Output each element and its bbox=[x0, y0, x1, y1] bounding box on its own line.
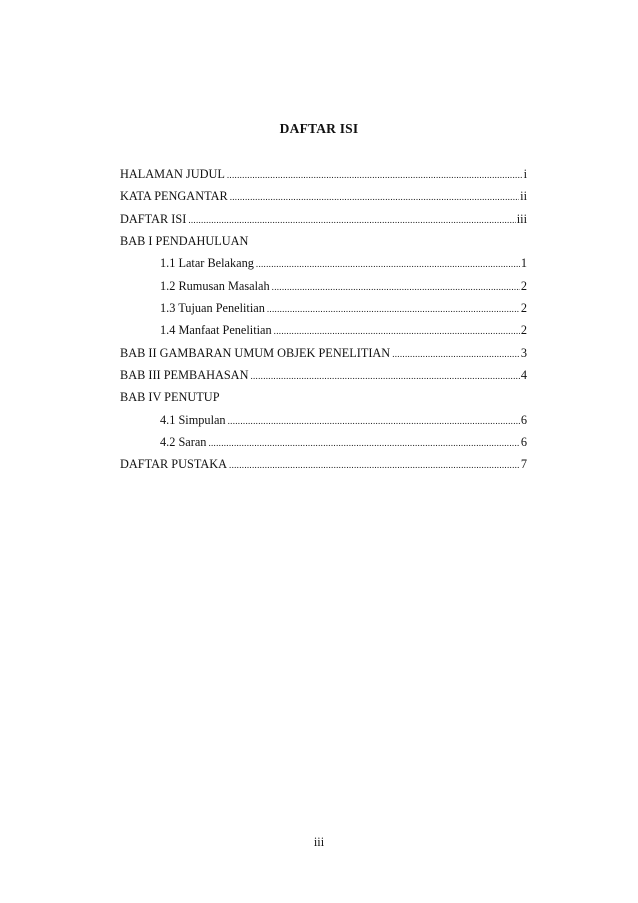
toc-leader-dots bbox=[267, 298, 520, 320]
toc-leader-dots bbox=[392, 343, 520, 365]
page-title: DAFTAR ISI bbox=[279, 121, 359, 136]
toc-entry[interactable] bbox=[120, 319, 527, 341]
toc-entry-page: 1 bbox=[520, 256, 527, 271]
toc-entry[interactable] bbox=[120, 275, 527, 297]
toc-leader-dots bbox=[228, 410, 520, 432]
toc-entry-page: 6 bbox=[520, 412, 527, 427]
toc-entry-page: iii bbox=[516, 211, 527, 226]
toc-entry-page: 4 bbox=[520, 368, 527, 383]
toc-leader-dots bbox=[227, 164, 523, 186]
toc-entry-label: 1.2 Rumusan Masalah bbox=[160, 278, 270, 293]
toc-entry[interactable] bbox=[120, 297, 527, 319]
toc-entry-page: 2 bbox=[520, 301, 527, 316]
toc-entry-page: 7 bbox=[520, 457, 527, 472]
toc-entry[interactable] bbox=[120, 431, 527, 453]
toc-entry[interactable] bbox=[120, 342, 527, 364]
toc-entry[interactable] bbox=[120, 208, 527, 230]
toc-entry[interactable] bbox=[120, 185, 527, 207]
toc-entry-label: HALAMAN JUDUL bbox=[120, 167, 225, 181]
toc-entry[interactable] bbox=[120, 163, 527, 185]
toc-entry-label: 4.2 Saran bbox=[160, 435, 207, 450]
toc-chapter-heading[interactable] bbox=[120, 230, 527, 252]
toc-entry[interactable] bbox=[120, 252, 527, 274]
toc-leader-dots bbox=[256, 253, 520, 275]
toc-leader-dots bbox=[250, 365, 519, 387]
toc-leader-dots bbox=[229, 454, 520, 476]
toc-entry[interactable] bbox=[120, 409, 527, 431]
toc-entry-page: ii bbox=[520, 189, 527, 204]
toc-entry-label: 1.4 Manfaat Penelitian bbox=[160, 323, 272, 338]
toc-entry-page: i bbox=[523, 167, 527, 181]
toc-leader-dots bbox=[272, 276, 520, 298]
toc-chapter-heading[interactable] bbox=[120, 386, 527, 408]
toc-entry-label: 4.1 Simpulan bbox=[160, 412, 226, 427]
toc-entry-label: 1.3 Tujuan Penelitian bbox=[160, 301, 265, 316]
toc-entry-page: 2 bbox=[520, 278, 527, 293]
toc-entry-label: BAB IV PENUTUP bbox=[120, 390, 220, 405]
toc-entry[interactable] bbox=[120, 453, 527, 475]
toc-entry-label: DAFTAR ISI bbox=[120, 211, 187, 226]
toc-entry-label: KATA PENGANTAR bbox=[120, 189, 228, 204]
toc-entry-label: BAB II GAMBARAN UMUM OBJEK PENELITIAN bbox=[120, 345, 391, 360]
toc-entry-page: 6 bbox=[520, 435, 527, 450]
toc-entry-label: BAB III PEMBAHASAN bbox=[120, 368, 249, 383]
toc-leader-dots bbox=[188, 209, 515, 231]
toc-leader-dots bbox=[208, 432, 519, 454]
toc-leader-dots bbox=[274, 320, 520, 342]
toc-entry[interactable] bbox=[120, 364, 527, 386]
toc-entry-page: 3 bbox=[520, 345, 527, 360]
toc-entry-label: 1.1 Latar Belakang bbox=[160, 256, 254, 271]
page-number: iii bbox=[313, 835, 325, 849]
toc-entry-label: DAFTAR PUSTAKA bbox=[120, 457, 228, 472]
table-of-contents bbox=[120, 163, 527, 476]
toc-leader-dots bbox=[230, 186, 519, 208]
toc-entry-page: 2 bbox=[520, 323, 527, 338]
toc-entry-label: BAB I PENDAHULUAN bbox=[120, 234, 249, 249]
